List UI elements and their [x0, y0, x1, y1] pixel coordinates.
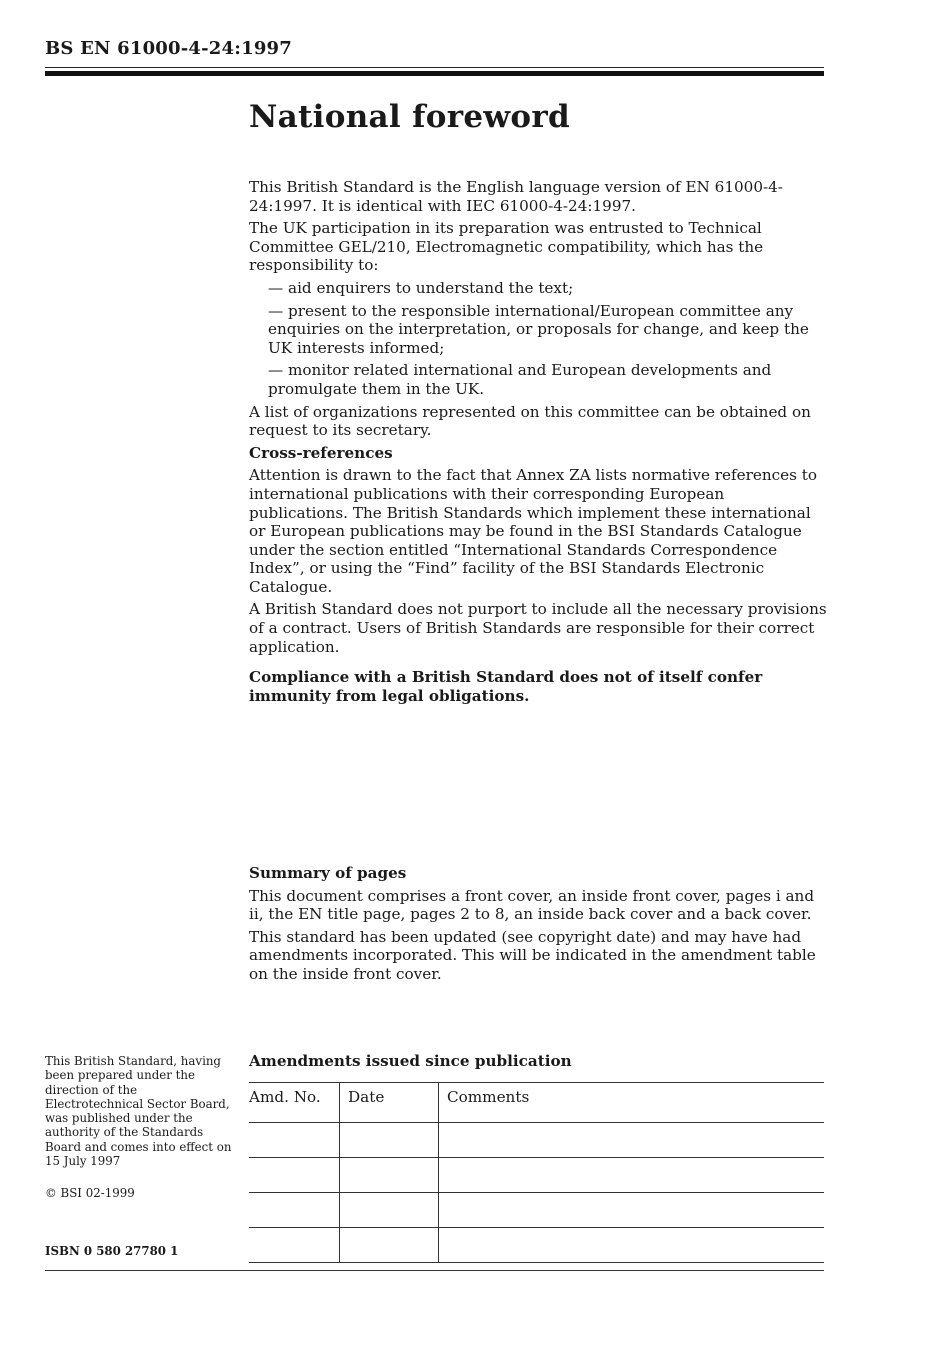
list-item: — present to the responsible international/European committee any enquiries on the interpretation, or proposals for change, and keep the UK interests informed; [268, 301, 809, 357]
amendments-table [249, 1082, 824, 1263]
intro-paragraph-2: The UK participation in its preparation was entrusted to Technical Committee GEL/210, Electromagnetic compatibility, which has the responsibility to: [249, 219, 764, 275]
amendments-title: Amendments issued since publication [249, 1052, 572, 1070]
table-cell [249, 1158, 340, 1193]
cross-references-paragraph-1: Attention is drawn to the fact that Annex ZA lists normative references to international publications with their corresponding European publications. The British Standards which implement these international or European publications may be found in the BSI Standards Catalogue under the section entitled “International Standards Correspondence Index”, or using the “Find” facility of the BSI Standards Electronic Catalogue. [249, 466, 818, 596]
table-cell [340, 1158, 439, 1193]
column-header-comments: Comments [439, 1083, 825, 1123]
table-cell [340, 1193, 439, 1228]
table-row [249, 1158, 824, 1193]
summary-paragraph-2: This standard has been updated (see copyright date) and may have had amendments incorporated. This will be indicated in the amendment table on the inside front cover. [249, 927, 816, 983]
table-cell [249, 1123, 340, 1158]
summary-paragraph-1: This document comprises a front cover, an inside front cover, pages i and ii, the EN title page, pages 2 to 8, an inside back cover and a back cover. [249, 886, 815, 924]
intro-paragraph-1: This British Standard is the English language version of EN 61000-4-24:1997. It is identical with IEC 61000-4-24:1997. [249, 178, 783, 215]
cross-references-heading: Cross-references [249, 443, 393, 462]
table-header-row [249, 1083, 824, 1123]
table-cell [340, 1123, 439, 1158]
isbn: ISBN 0 580 27780 1 [45, 1244, 179, 1258]
footer-rule [45, 1270, 824, 1271]
copyright-notice: © BSI 02-1999 [45, 1186, 135, 1200]
foreword-body [249, 178, 827, 709]
list-item: — aid enquirers to understand the text; [268, 278, 574, 297]
cross-references-paragraph-2: A British Standard does not purport to include all the necessary provisions of a contract. Users of British Standards are responsible for their correct application. [249, 600, 827, 656]
column-header-date: Date [340, 1083, 439, 1123]
table-cell [249, 1193, 340, 1228]
publication-note: This British Standard, having been prepared under the direction of the Electrotechnical Sector Board, was published under the authority of the Standards Board and comes into effect on 15 July 1997 [45, 1054, 232, 1169]
column-header-amd-no: Amd. No. [249, 1083, 340, 1123]
summary-of-pages [249, 864, 827, 988]
intro-paragraph-3: A list of organizations represented on this committee can be obtained on request to its secretary. [249, 402, 811, 440]
table-row [249, 1123, 824, 1158]
table-cell [249, 1228, 340, 1263]
page-title: National foreword [249, 99, 570, 135]
header-rule-thin [45, 67, 824, 68]
summary-heading: Summary of pages [249, 864, 407, 882]
table-cell [439, 1228, 825, 1263]
list-item: — monitor related international and European developments and promulgate them in the UK. [268, 361, 772, 398]
document-header: BS EN 61000-4-24:1997 [45, 38, 292, 59]
compliance-statement: Compliance with a British Standard does not of itself confer immunity from legal obligations. [249, 668, 763, 705]
table-row [249, 1193, 824, 1228]
table-cell [340, 1228, 439, 1263]
table-cell [439, 1123, 825, 1158]
table-cell [439, 1193, 825, 1228]
table-cell [439, 1158, 825, 1193]
header-rule-thick [45, 71, 824, 76]
table-row [249, 1228, 824, 1263]
